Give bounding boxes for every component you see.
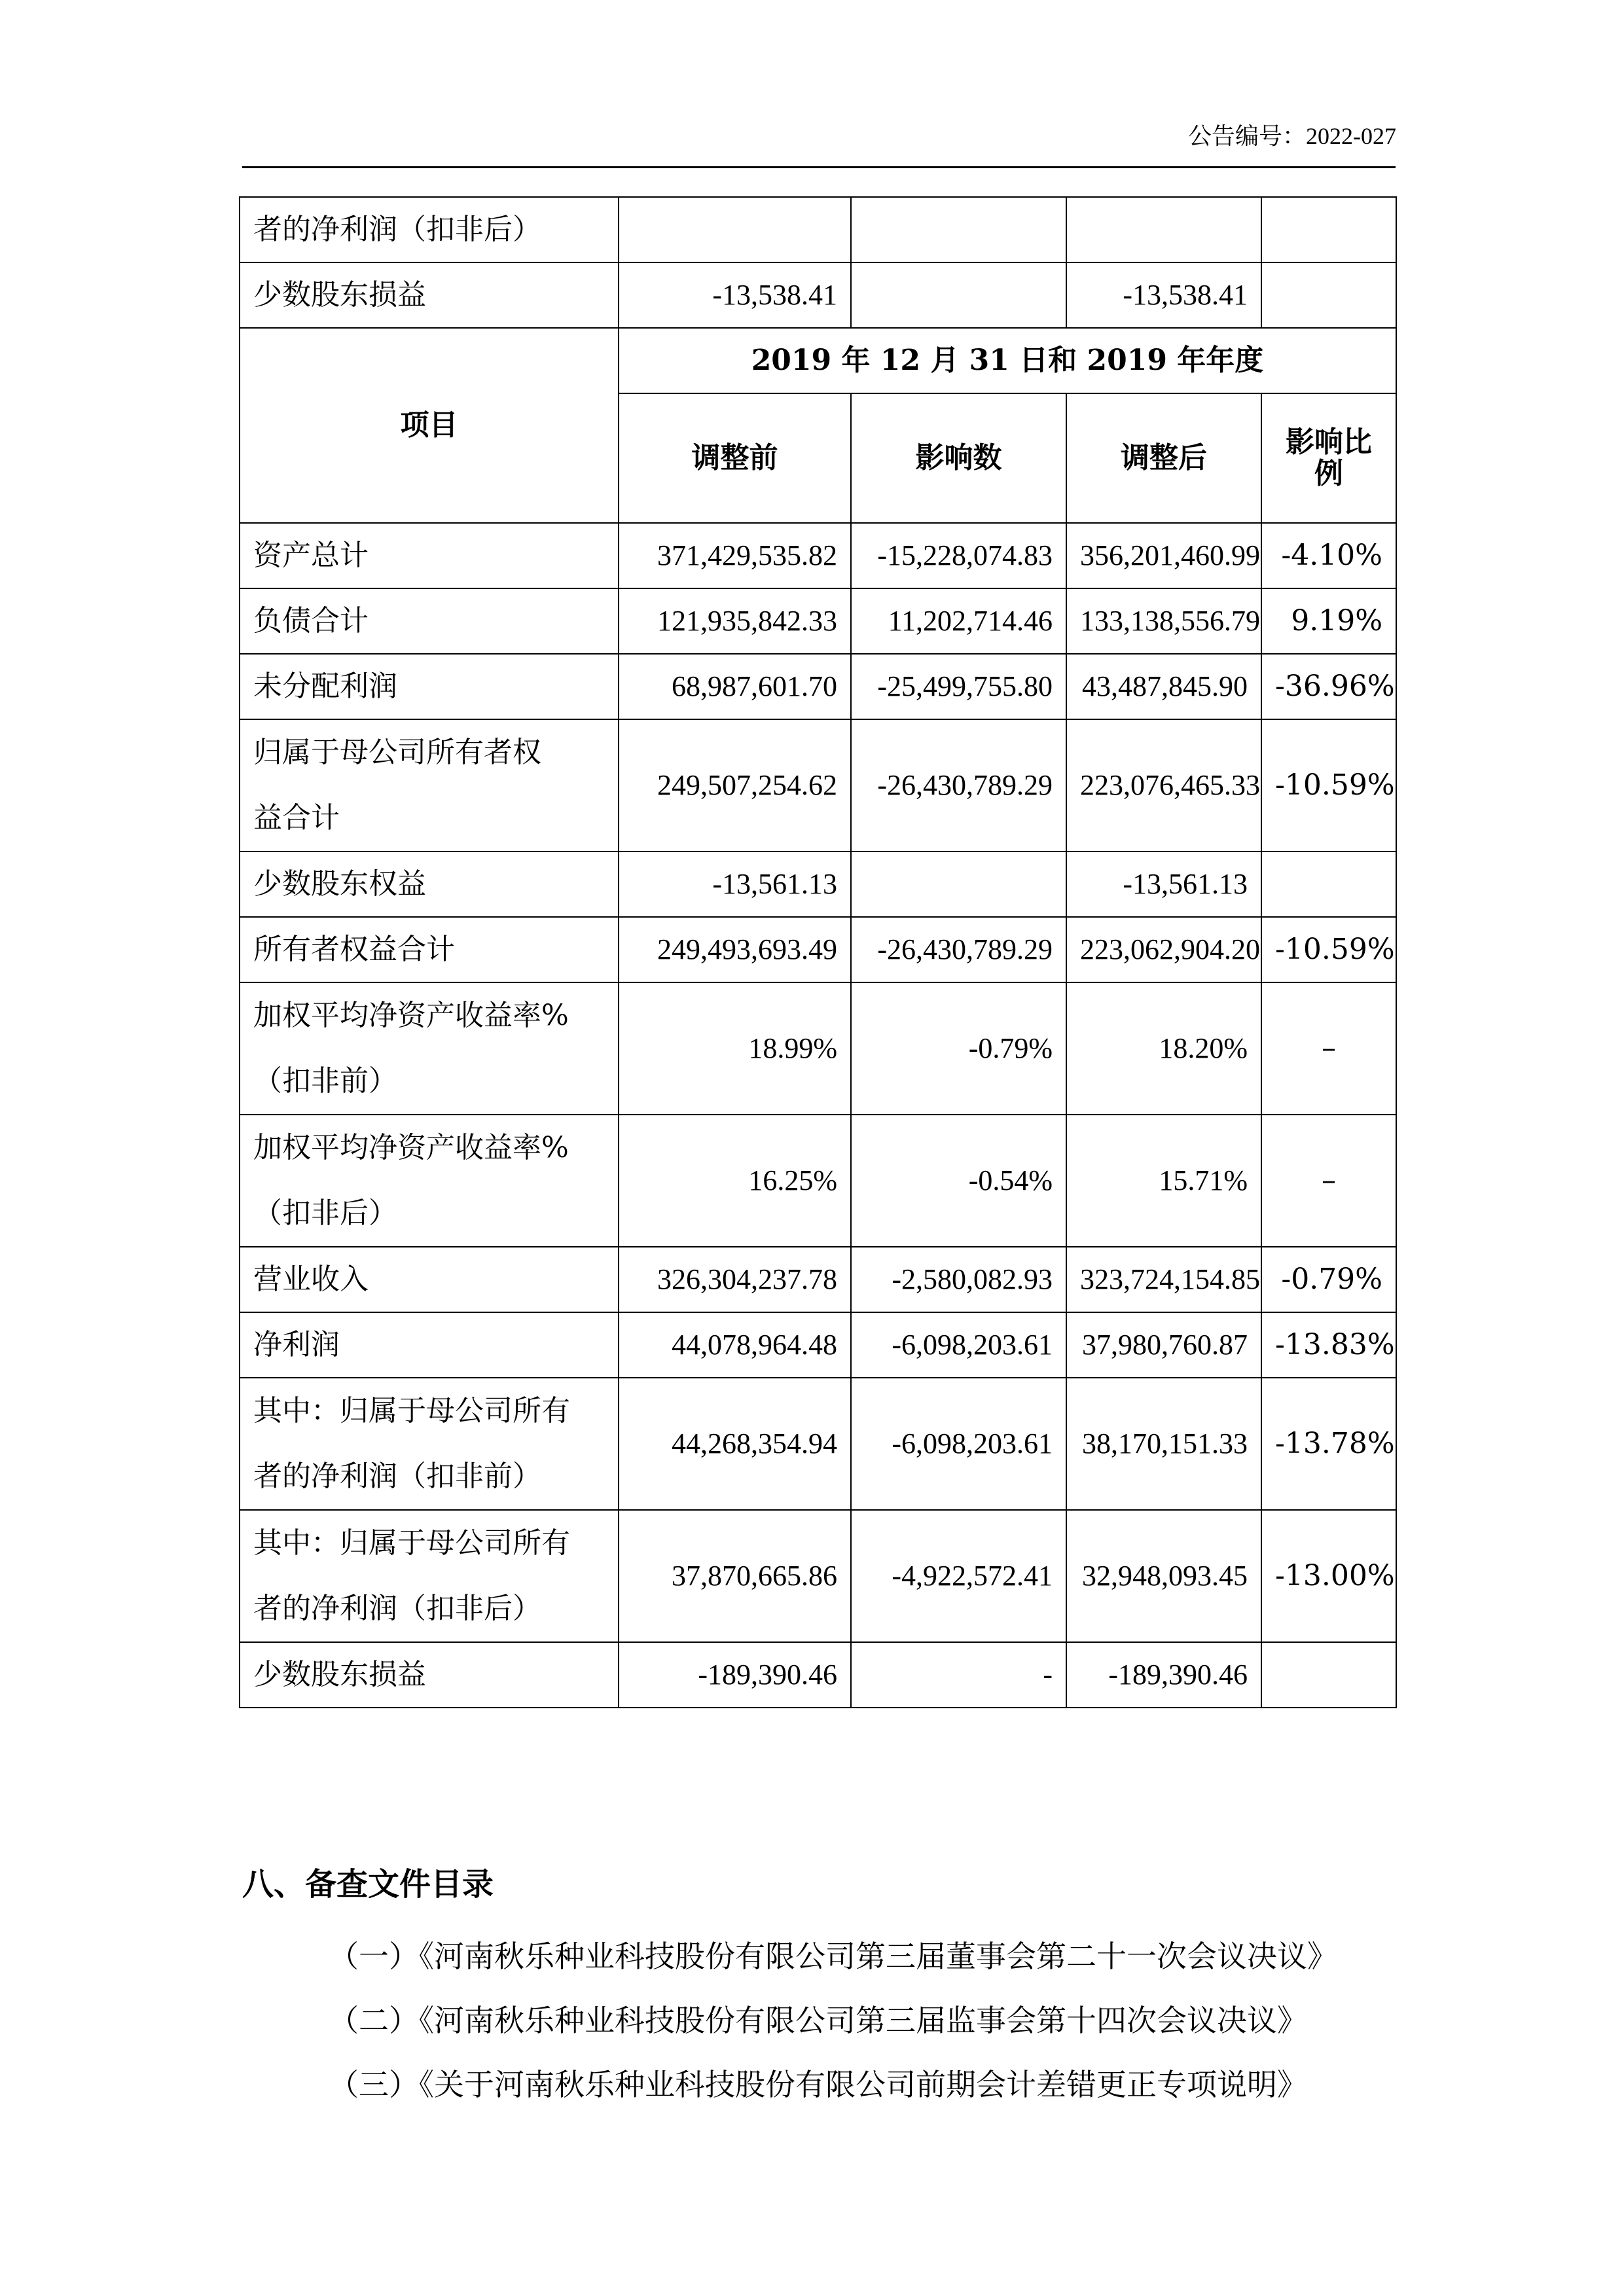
value-ratio: -10.59%: [1261, 917, 1396, 982]
value-ratio: -10.59%: [1261, 719, 1396, 852]
value-after: 38,170,151.33: [1066, 1378, 1261, 1510]
value-before: -13,538.41: [619, 262, 851, 328]
list-item: （一）《河南秋乐种业科技股份有限公司第三届董事会第二十一次会议决议》: [329, 1939, 1337, 1974]
value-ratio: -13.00%: [1261, 1510, 1396, 1642]
value-impact: 11,202,714.46: [851, 588, 1066, 654]
row-label: 未分配利润: [240, 654, 619, 719]
row-label: [240, 1510, 619, 1642]
row-label-line1: 归属于母公司所有者权: [253, 736, 541, 769]
value-before: 121,935,842.33: [619, 588, 851, 654]
value-after: [1066, 197, 1261, 262]
row-label-line2: （扣非后）: [253, 1196, 397, 1230]
value-before: 37,870,665.86: [619, 1510, 851, 1642]
value-before: [619, 197, 851, 262]
table-row: [240, 1378, 1396, 1510]
value-impact: -26,430,789.29: [851, 719, 1066, 852]
row-label: [240, 1378, 619, 1510]
value-ratio: –: [1261, 1115, 1396, 1247]
value-ratio: -36.96%: [1261, 654, 1396, 719]
value-impact: -6,098,203.61: [851, 1312, 1066, 1378]
value-before: 16.25%: [619, 1115, 851, 1247]
row-label-line2: 益合计: [253, 801, 340, 834]
value-before: -189,390.46: [619, 1642, 851, 1708]
value-after: 223,076,465.33: [1066, 719, 1261, 852]
row-label: [240, 982, 619, 1115]
value-before: 18.99%: [619, 982, 851, 1115]
row-label-line2: 者的净利润（扣非后）: [253, 1592, 541, 1625]
value-impact: [851, 262, 1066, 328]
value-impact: -: [851, 1642, 1066, 1708]
row-label: 营业收入: [240, 1247, 619, 1312]
table-header-row: [240, 328, 1396, 393]
value-ratio: [1261, 197, 1396, 262]
header-item: 项目: [240, 328, 619, 523]
row-label-line2: 者的净利润（扣非前）: [253, 1460, 541, 1493]
header-ratio-line1: 影响比: [1286, 425, 1372, 459]
value-ratio: [1261, 1642, 1396, 1708]
table-row: [240, 982, 1396, 1115]
value-impact: -0.54%: [851, 1115, 1066, 1247]
table-row: [240, 654, 1396, 719]
table-row: [240, 719, 1396, 852]
row-label-line1: 其中：归属于母公司所有: [253, 1526, 570, 1560]
section-title: 八、备查文件目录: [242, 1866, 494, 1903]
restatement-table: [239, 196, 1397, 1708]
value-after: 133,138,556.79: [1066, 588, 1261, 654]
value-before: 249,493,693.49: [619, 917, 851, 982]
reference-document-list: [329, 1924, 1337, 2117]
value-after: 43,487,845.90: [1066, 654, 1261, 719]
row-label: 少数股东损益: [240, 1642, 619, 1708]
value-impact: -26,430,789.29: [851, 917, 1066, 982]
value-impact: -25,499,755.80: [851, 654, 1066, 719]
row-label: 少数股东权益: [240, 852, 619, 917]
value-impact: -6,098,203.61: [851, 1378, 1066, 1510]
table-row: [240, 1510, 1396, 1642]
value-before: -13,561.13: [619, 852, 851, 917]
header-period: 2019 年 12 月 31 日和 2019 年年度: [619, 328, 1396, 393]
value-ratio: 9.19%: [1261, 588, 1396, 654]
announcement-number: 公告编号：2022-027: [1188, 123, 1396, 149]
row-label: 者的净利润（扣非后）: [240, 197, 619, 262]
value-after: 323,724,154.85: [1066, 1247, 1261, 1312]
header-rule: [242, 166, 1396, 168]
value-ratio: [1261, 262, 1396, 328]
value-after: -13,538.41: [1066, 262, 1261, 328]
value-ratio: -0.79%: [1261, 1247, 1396, 1312]
row-label-line2: （扣非前）: [253, 1064, 397, 1098]
value-before: 249,507,254.62: [619, 719, 851, 852]
value-impact: -2,580,082.93: [851, 1247, 1066, 1312]
value-ratio: [1261, 852, 1396, 917]
header-impact: 影响数: [851, 393, 1066, 523]
value-before: 68,987,601.70: [619, 654, 851, 719]
table-row: [240, 1247, 1396, 1312]
table-row: [240, 1642, 1396, 1708]
row-label: 所有者权益合计: [240, 917, 619, 982]
row-label: 净利润: [240, 1312, 619, 1378]
row-label: 负债合计: [240, 588, 619, 654]
table-row: [240, 197, 1396, 262]
table-row: [240, 917, 1396, 982]
value-impact: -0.79%: [851, 982, 1066, 1115]
value-ratio: –: [1261, 982, 1396, 1115]
value-ratio: -13.83%: [1261, 1312, 1396, 1378]
value-after: 18.20%: [1066, 982, 1261, 1115]
value-after: -189,390.46: [1066, 1642, 1261, 1708]
list-item: （三）《关于河南秋乐种业科技股份有限公司前期会计差错更正专项说明》: [329, 2067, 1307, 2102]
value-before: 44,268,354.94: [619, 1378, 851, 1510]
value-ratio: -13.78%: [1261, 1378, 1396, 1510]
list-item: （二）《河南秋乐种业科技股份有限公司第三届监事会第十四次会议决议》: [329, 2003, 1307, 2038]
table-row: [240, 588, 1396, 654]
value-after: 37,980,760.87: [1066, 1312, 1261, 1378]
value-impact: [851, 197, 1066, 262]
value-impact: -4,922,572.41: [851, 1510, 1066, 1642]
value-impact: [851, 852, 1066, 917]
value-before: 44,078,964.48: [619, 1312, 851, 1378]
value-before: 371,429,535.82: [619, 523, 851, 588]
value-after: 356,201,460.99: [1066, 523, 1261, 588]
value-after: -13,561.13: [1066, 852, 1261, 917]
value-after: 15.71%: [1066, 1115, 1261, 1247]
value-before: 326,304,237.78: [619, 1247, 851, 1312]
table-row: [240, 1312, 1396, 1378]
row-label: [240, 719, 619, 852]
row-label: [240, 1115, 619, 1247]
table-row: [240, 262, 1396, 328]
header-before: 调整前: [619, 393, 851, 523]
header-after: 调整后: [1066, 393, 1261, 523]
value-after: 32,948,093.45: [1066, 1510, 1261, 1642]
table-row: [240, 523, 1396, 588]
table-row: [240, 852, 1396, 917]
value-after: 223,062,904.20: [1066, 917, 1261, 982]
row-label-line1: 加权平均净资产收益率%: [253, 999, 569, 1032]
table-row: [240, 1115, 1396, 1247]
row-label-line1: 加权平均净资产收益率%: [253, 1131, 569, 1164]
value-impact: -15,228,074.83: [851, 523, 1066, 588]
row-label: 少数股东损益: [240, 262, 619, 328]
header-ratio: [1261, 393, 1396, 523]
row-label-line1: 其中：归属于母公司所有: [253, 1394, 570, 1427]
value-ratio: -4.10%: [1261, 523, 1396, 588]
row-label: 资产总计: [240, 523, 619, 588]
header-ratio-line2: 例: [1314, 457, 1343, 490]
